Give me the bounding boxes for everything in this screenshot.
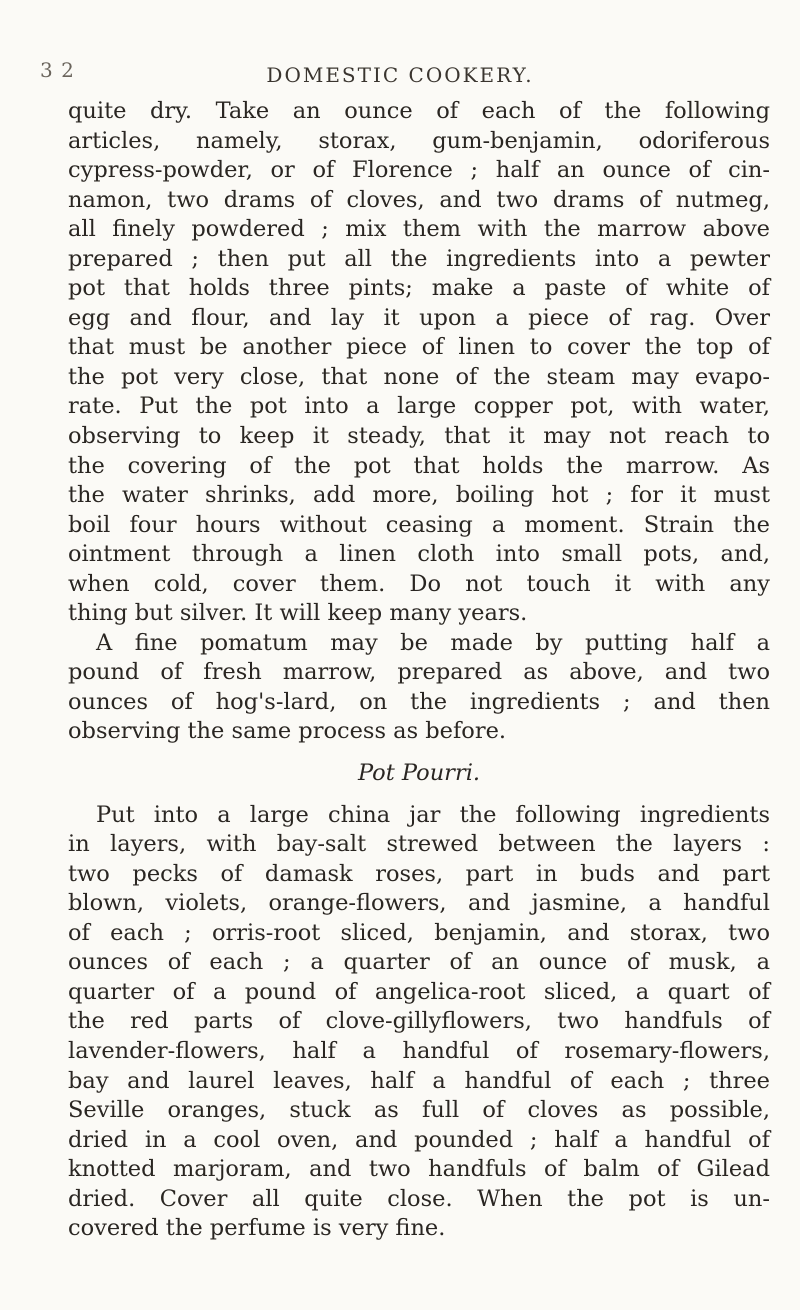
text-line: knotted marjoram, and two handfuls of balm of Gilead bbox=[68, 1156, 770, 1183]
text-line: in layers, with bay-salt strewed between the layers : bbox=[68, 831, 770, 858]
text-line: pot that holds three pints; make a paste of white of bbox=[68, 275, 770, 302]
text-line: Seville oranges, stuck as full of cloves as possible, bbox=[68, 1097, 770, 1124]
text-line: bay and laurel leaves, half a handful of each ; three bbox=[68, 1067, 770, 1094]
text-line: that must be another piece of linen to cover the top of bbox=[68, 334, 770, 361]
text-line: dried in a cool oven, and pounded ; half a handful of bbox=[68, 1126, 770, 1153]
text-line: ounces of each ; a quarter of an ounce of musk, a bbox=[68, 949, 770, 976]
text-line: boil four hours without ceasing a moment. Strain the bbox=[68, 511, 770, 538]
section-heading: Pot Pourri. bbox=[357, 760, 481, 787]
text-line: quite dry. Take an ounce of each of the following bbox=[68, 98, 770, 124]
text-line: ointment through a linen cloth into small pots, and, bbox=[68, 541, 770, 568]
text-line: the covering of the pot that holds the marrow. As bbox=[68, 452, 770, 479]
text-line: dried. Cover all quite close. When the pot is un- bbox=[68, 1185, 770, 1212]
text-line: thing but silver. It will keep many years. bbox=[68, 600, 528, 627]
paragraph-2 bbox=[68, 629, 770, 747]
text-line: the red parts of clove-gillyflowers, two handfuls of bbox=[68, 1008, 770, 1035]
text-line: articles, namely, storax, gum-benjamin, odoriferous bbox=[68, 127, 770, 154]
running-head: DOMESTIC COOKERY. bbox=[266, 63, 534, 87]
text-line: covered the perfume is very fine. bbox=[68, 1215, 446, 1242]
text-line: two pecks of damask roses, part in buds and part bbox=[68, 860, 770, 887]
text-line: prepared ; then put all the ingredients into a pewter bbox=[68, 245, 770, 272]
text-line: blown, violets, orange-flowers, and jasmine, a handful bbox=[68, 890, 770, 917]
paragraph-1 bbox=[68, 97, 770, 629]
text-line: all finely powdered ; mix them with the marrow above bbox=[68, 216, 770, 243]
text-line: A fine pomatum may be made by putting half a bbox=[96, 629, 770, 656]
page-number: 3 2 bbox=[40, 58, 75, 82]
text-line: pound of fresh marrow, prepared as above, and two bbox=[68, 659, 770, 686]
text-line: cypress-powder, or of Florence ; half an ounce of cin- bbox=[68, 157, 770, 184]
text-line: rate. Put the pot into a large copper pot, with water, bbox=[68, 393, 770, 420]
text-line: observing the same process as before. bbox=[68, 718, 507, 745]
text-block bbox=[68, 97, 770, 1244]
text-line: egg and flour, and lay it upon a piece of rag. Over bbox=[68, 304, 770, 331]
text-line: namon, two drams of cloves, and two drams of nutmeg, bbox=[68, 186, 770, 213]
paragraph-3 bbox=[68, 801, 770, 1244]
text-line: quarter of a pound of angelica-root sliced, a quart of bbox=[68, 978, 770, 1005]
text-line: ounces of hog's-lard, on the ingredients ; and then bbox=[68, 688, 770, 715]
text-line: the pot very close, that none of the steam may evapo- bbox=[68, 363, 770, 390]
text-line: lavender-flowers, half a handful of rosemary-flowers, bbox=[68, 1037, 770, 1064]
text-line: of each ; orris-root sliced, benjamin, and storax, two bbox=[68, 919, 770, 946]
text-line: Put into a large china jar the following ingredients bbox=[96, 801, 770, 828]
text-line: observing to keep it steady, that it may not reach to bbox=[68, 423, 770, 450]
text-line: the water shrinks, add more, boiling hot ; for it must bbox=[68, 482, 770, 509]
text-line: when cold, cover them. Do not touch it with any bbox=[68, 570, 770, 597]
